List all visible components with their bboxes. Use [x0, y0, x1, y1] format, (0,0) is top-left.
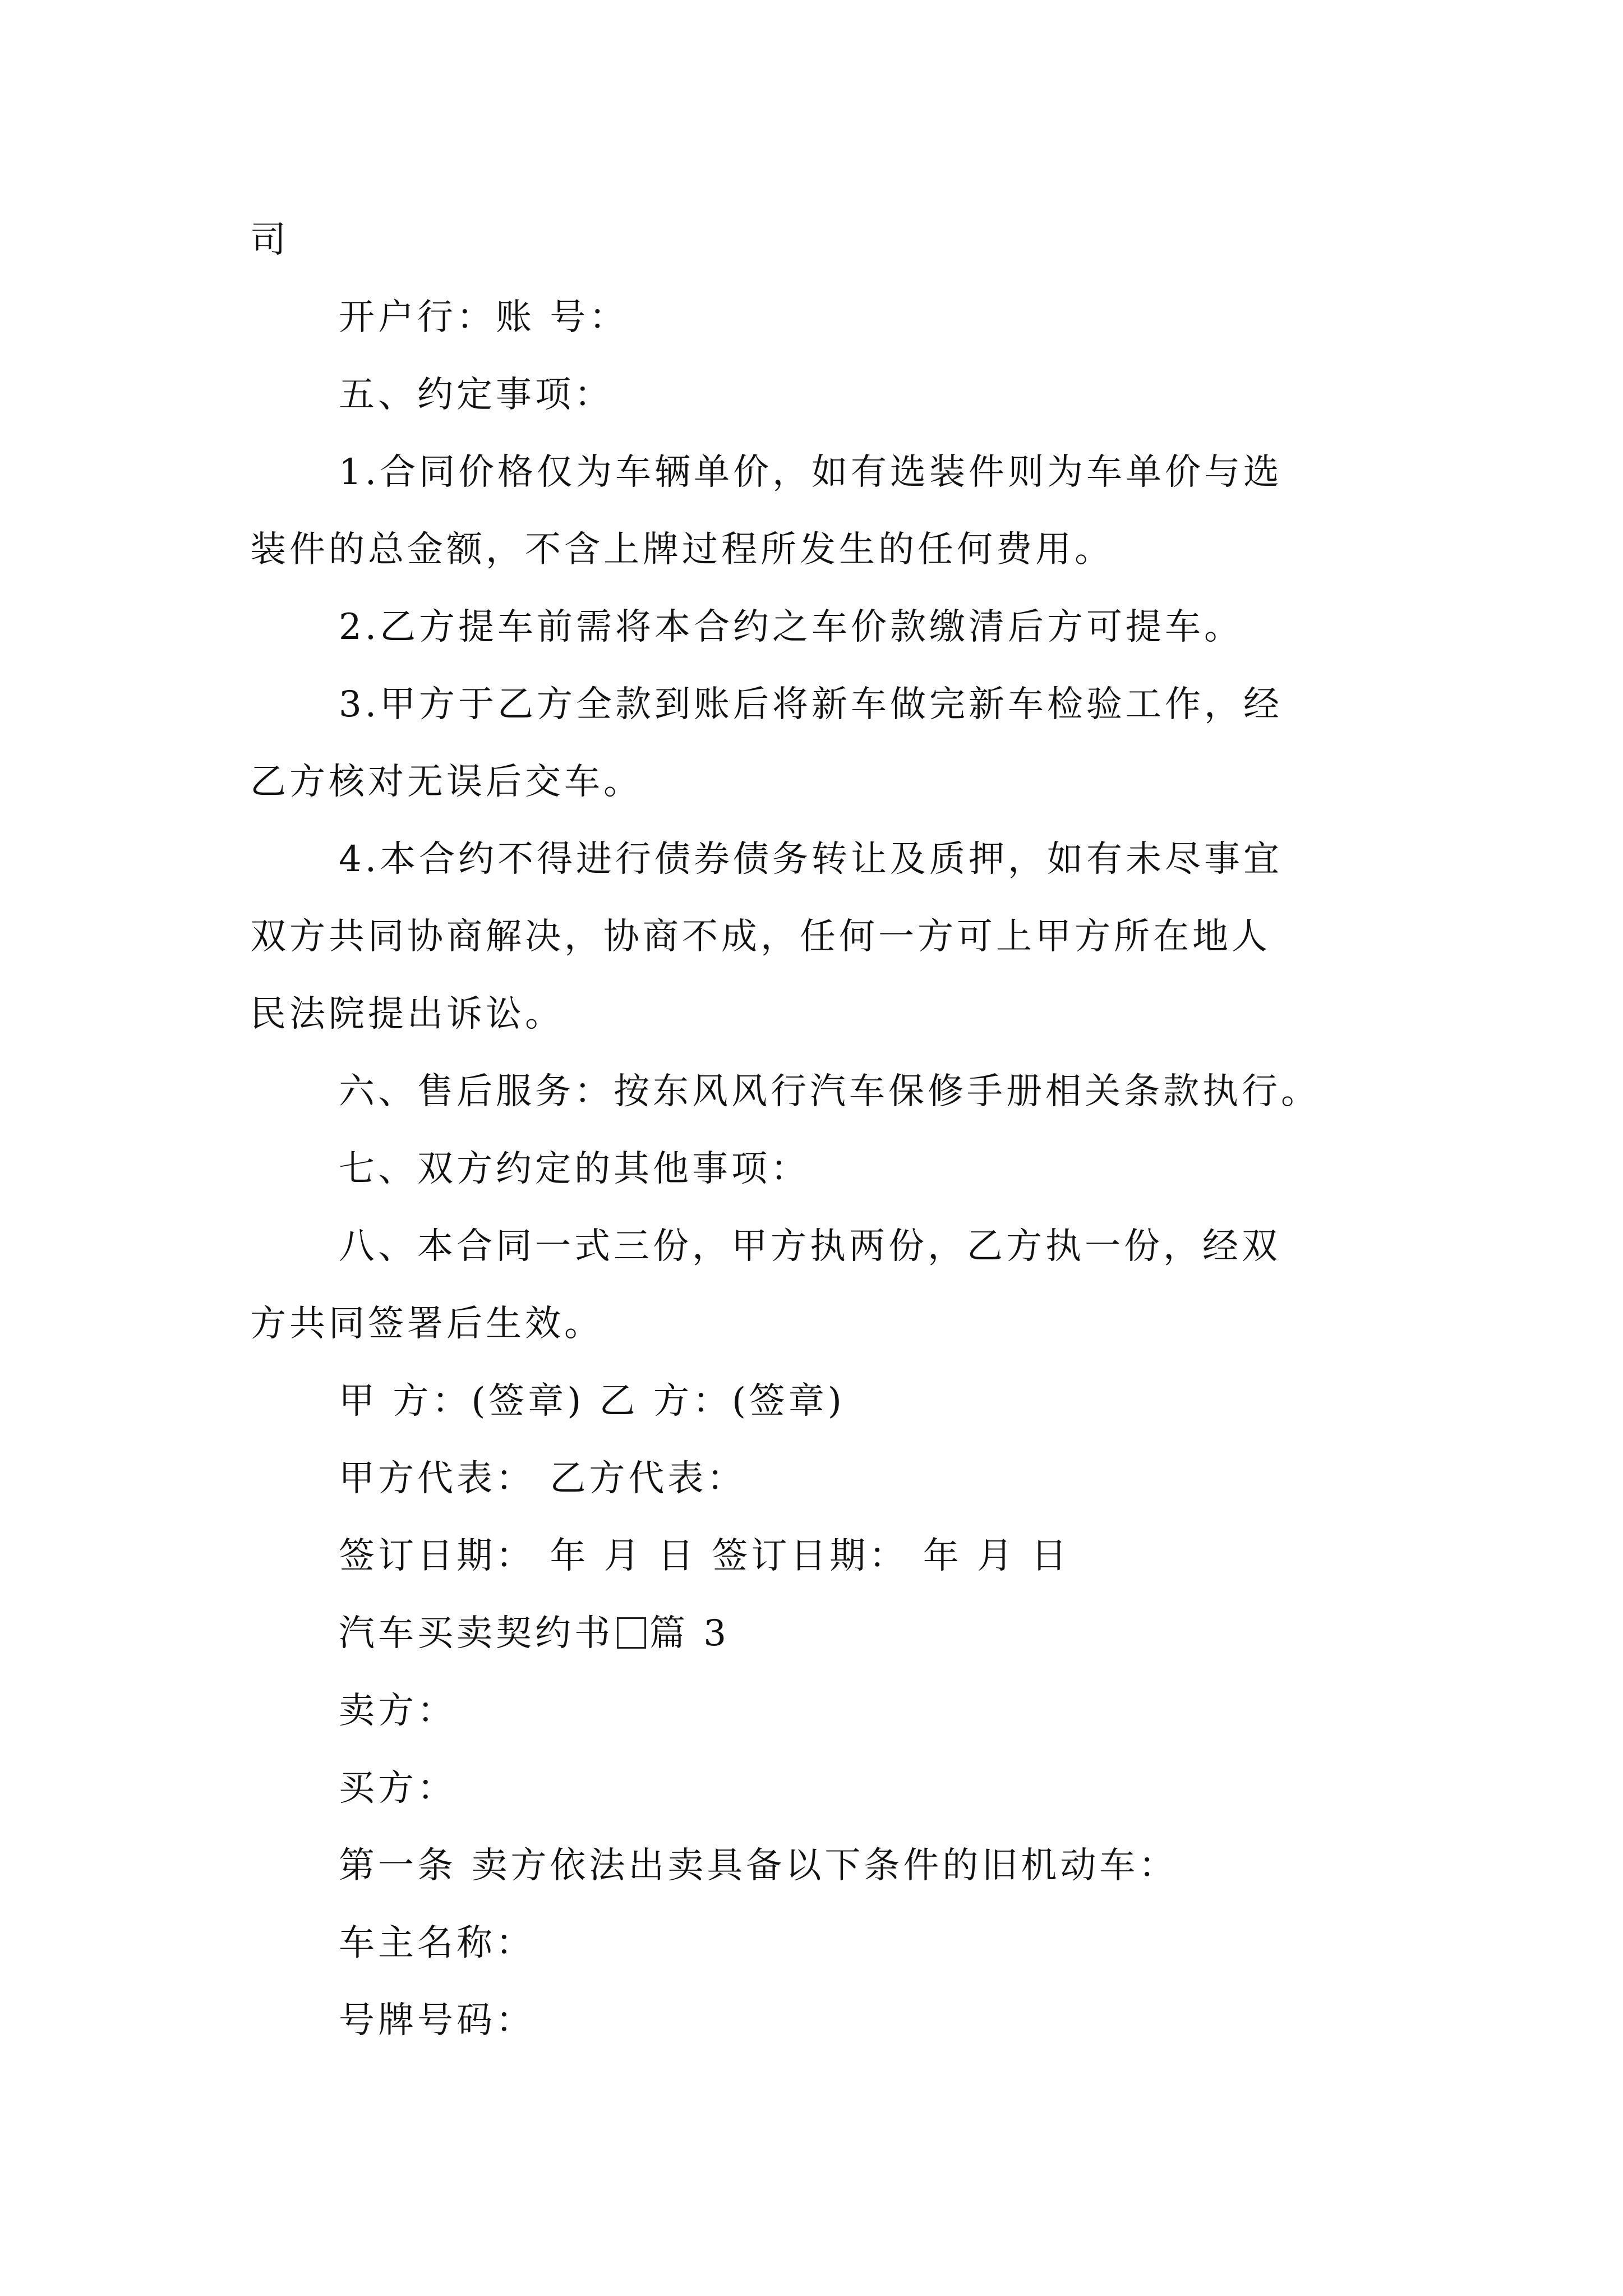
owner-name-line: 车主名称：	[339, 1922, 535, 1964]
section-after-sales-service: 六、售后服务：按东风风行汽车保修手册相关条款执行。	[339, 1071, 1320, 1112]
clause-1-line-1: 1.合同价格仅为车辆单价，如有选装件则为车单价与选	[339, 452, 1283, 493]
plate-number-line: 号牌号码：	[339, 2000, 535, 2041]
clause-4-line-1: 4.本合约不得进行债券债务转让及质押，如有未尽事宜	[339, 839, 1283, 880]
section-copies-line-2: 方共同签署后生效。	[250, 1303, 603, 1345]
clause-4-line-3: 民法院提出诉讼。	[250, 993, 564, 1035]
buyer-line: 买方：	[339, 1768, 457, 1809]
text-line-fragment: 司	[250, 219, 289, 261]
clause-4-line-2: 双方共同协商解决，协商不成，任何一方可上甲方所在地人	[250, 916, 1271, 958]
clause-1-line-2: 装件的总金额，不含上牌过程所发生的任何费用。	[250, 529, 1114, 570]
missing-glyph-box-icon	[617, 1617, 646, 1649]
section-heading-agreed-matters: 五、约定事项：	[339, 374, 614, 416]
section-copies-line-1: 八、本合同一式三份，甲方执两份，乙方执一份，经双	[339, 1226, 1281, 1267]
representatives-line: 甲方代表： 乙方代表：	[339, 1458, 746, 1499]
article-1-line: 第一条 卖方依法出卖具备以下条件的旧机动车：	[339, 1845, 1178, 1887]
clause-3-line-2: 乙方核对无误后交车。	[250, 761, 643, 803]
clause-2: 2.乙方提车前需将本合约之车价款缴清后方可提车。	[339, 606, 1244, 648]
contract-part-number: 篇 3	[649, 1613, 730, 1654]
signing-date-line: 签订日期： 年 月 日 签订日期： 年 月 日	[339, 1535, 1071, 1577]
text-line-bank-account: 开户行：账 号：	[339, 297, 629, 338]
clause-3-line-1: 3.甲方于乙方全款到账后将新车做完新车检验工作，经	[339, 684, 1283, 725]
seller-line: 卖方：	[339, 1690, 457, 1732]
signature-parties-line: 甲 方：(签章) 乙 方：(签章)	[339, 1381, 845, 1422]
contract-title-line	[339, 1611, 1477, 1656]
section-other-matters: 七、双方约定的其他事项：	[339, 1148, 810, 1190]
contract-title: 汽车买卖契约书	[339, 1613, 614, 1654]
